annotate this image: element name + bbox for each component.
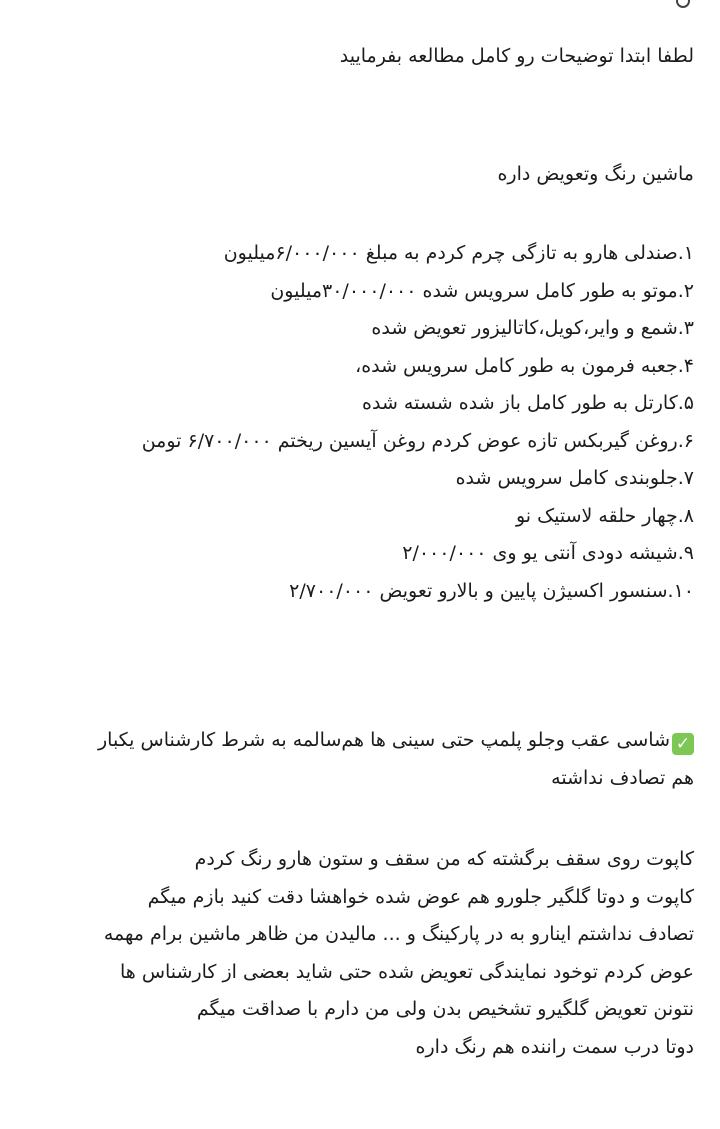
chassis-line-2: هم تصادف نداشته <box>551 766 694 789</box>
chassis-line-1 <box>40 722 694 760</box>
list-item: ۶.روغن گیربکس تازه عوض کردم روغن آیسین ریختم ۶/۷۰۰/۰۰۰ تومن <box>141 429 694 452</box>
detail-line: کاپوت روی سقف برگشته که من سقف و ستون هارو رنگ کردم <box>194 848 694 870</box>
list-item: ۵.کارتل به طور کامل باز شده شسته شده <box>362 392 694 414</box>
body-details <box>40 841 694 1066</box>
spacer <box>40 0 694 38</box>
spacer <box>40 76 694 156</box>
chassis-note <box>40 722 694 797</box>
list-item: ۱.صندلی هارو به تازگی چرم کردم به مبلغ ۶/۰۰۰/۰۰۰میلیون <box>223 242 694 264</box>
detail-line: عوض کردم توخود نمایندگی تعویض شده حتی شاید بعضی از کارشناس ها <box>119 960 694 983</box>
detail-line: دوتا درب سمت راننده هم رنگ داره <box>415 1035 694 1058</box>
check-mark-icon: ✓ <box>672 733 694 755</box>
list-item: ۹.شیشه دودی آنتی یو وی ۲/۰۰۰/۰۰۰ <box>402 542 694 564</box>
list-item: ۸.چهار حلقه لاستیک نو <box>515 504 694 527</box>
detail-line: تصادف نداشتم اینارو به در پارکینگ و ... مالیدن من ظاهر ماشین برام مهمه <box>103 923 694 945</box>
spacer <box>40 610 694 722</box>
list-item: ۳.شمع و وایر،کویل،کاتالیزور تعویض شده <box>371 317 694 339</box>
paint-status-text: ماشین رنگ وتعویض داره <box>497 162 694 185</box>
list-item: ۴.جعبه فرمون به طور کامل سرویس شده، <box>355 354 694 377</box>
service-list <box>40 235 694 610</box>
list-item: ۱۰.سنسور اکسیژن پایین و بالارو تعویض ۲/۷۰۰/۰۰۰ <box>289 579 694 602</box>
chassis-text-1: شاسی عقب وجلو پلمپ حتی سینی ها هم‌سالمه به شرط کارشناس یکبار <box>97 729 670 751</box>
spacer <box>40 797 694 841</box>
intro-text: لطفا ابتدا توضیحات رو کامل مطالعه بفرمایید <box>339 45 694 67</box>
spacer <box>40 193 694 235</box>
list-item: ۷.جلوبندی کامل سرویس شده <box>455 467 694 489</box>
detail-line: نتونن تعویض گلگیرو تشخیص بدن ولی من دارم با صداقت میگم <box>196 998 694 1020</box>
list-item: ۲.موتو به طور کامل سرویس شده ۳۰/۰۰۰/۰۰۰میلیون <box>270 279 694 302</box>
detail-line: کاپوت و دوتا گلگیر جلورو هم عوض شده خواهشا دقت کنید بازم میگم <box>147 885 694 908</box>
